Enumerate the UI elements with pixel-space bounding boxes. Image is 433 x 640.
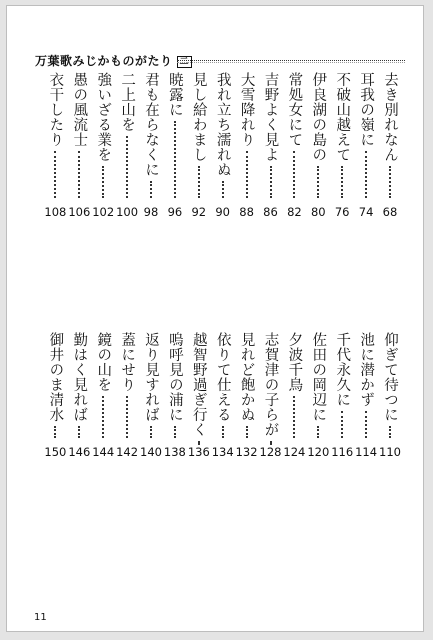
toc-entry-title: 夕波千鳥: [286, 332, 303, 392]
toc-page-number: 86: [263, 205, 278, 219]
toc-entry-title: 依りて仕える: [214, 332, 231, 422]
toc-entry-title: 君も在らなくに: [143, 72, 159, 177]
toc-page-number: 96: [167, 205, 183, 219]
leader-dots: [102, 396, 104, 438]
toc-entry-title: 吉野よく見よ: [262, 72, 279, 162]
header-rule: [177, 60, 405, 61]
leader-dots: [150, 181, 152, 198]
toc-page-number: 144: [92, 445, 115, 459]
leader-dots: [341, 166, 343, 198]
leader-dots: [317, 166, 319, 198]
toc-entry-title: 鏡の山を: [95, 332, 112, 392]
toc-page-number: 88: [239, 205, 254, 219]
leader-dots: [174, 121, 176, 198]
toc-page-number: 106: [68, 205, 91, 219]
toc-entry-title: 勤はく見れば: [71, 332, 88, 422]
toc-entry-title: 志賀津の子らが: [262, 332, 279, 437]
toc-entry-title: 強いざる業を: [95, 72, 112, 162]
toc-entry-title: 常処女にて: [286, 72, 303, 147]
leader-dots: [365, 151, 367, 198]
toc-page-number: 80: [310, 205, 326, 219]
toc-page-number: 100: [116, 205, 139, 219]
leader-dots: [150, 426, 152, 438]
toc-page-number: 124: [283, 445, 306, 459]
toc-entry-title: 衣干したり: [47, 72, 64, 147]
leader-dots: [174, 426, 176, 438]
toc-page-number: 140: [140, 445, 162, 459]
page-number: 11: [34, 612, 47, 623]
toc-entry-title: 二上山を: [119, 72, 136, 132]
leader-dots: [222, 181, 224, 198]
leader-dots: [54, 151, 56, 198]
book-page: [6, 5, 424, 632]
toc-page-number: 136: [187, 445, 210, 459]
toc-page-number: 98: [143, 205, 159, 219]
toc-entry-title: 仰ぎて待つに: [382, 332, 398, 422]
leader-dots: [389, 166, 391, 198]
leader-dots: [102, 166, 104, 198]
leader-dots: [293, 151, 295, 198]
leader-dots: [222, 426, 224, 438]
toc-page-number: 74: [358, 205, 374, 219]
toc-entry-title: 愚の風流士: [71, 72, 88, 147]
toc-page-number: 128: [259, 445, 282, 459]
toc-page-number: 142: [116, 445, 139, 459]
toc-page-number: 146: [68, 445, 91, 459]
leader-dots: [54, 426, 56, 438]
leader-dots: [126, 136, 128, 198]
toc-page-number: 116: [331, 445, 354, 459]
toc-entry-title: 池に潜かず: [358, 332, 375, 407]
toc-entry-title: 越智野過ぎ行く: [190, 332, 207, 437]
toc-page-number: 92: [191, 205, 207, 219]
toc-entry-title: 返り見すれば: [143, 332, 159, 422]
toc-entry-title: 伊良湖の島の: [310, 72, 327, 162]
header-rule-secondary: [177, 62, 405, 63]
toc-page-number: 132: [235, 445, 258, 459]
toc-page-number: 76: [334, 205, 350, 219]
toc-entry-title: 御井のま清水: [47, 332, 64, 422]
toc-entry-title: 千代永久に: [334, 332, 351, 407]
leader-dots: [78, 426, 80, 438]
toc-page-number: 90: [215, 205, 230, 219]
toc-page-number: 150: [44, 445, 67, 459]
leader-dots: [78, 151, 80, 198]
leader-dots: [341, 411, 343, 438]
toc-entry-title: 暁露に: [166, 72, 183, 117]
leader-dots: [365, 411, 367, 438]
leader-dots: [126, 396, 128, 438]
toc-entry-title: 佐田の岡辺に: [310, 332, 327, 422]
toc-entry-title: 蓋にせり: [119, 332, 136, 392]
toc-entry-title: 大雪降れり: [238, 72, 255, 147]
toc-entry-title: 見し給わまし: [190, 72, 207, 162]
toc-entry-title: 見れど飽かぬ: [238, 332, 255, 422]
leader-dots: [246, 426, 248, 438]
toc-entry-title: 不破山越えて: [334, 72, 351, 162]
toc-page-number: 110: [379, 445, 401, 459]
toc-page-number: 114: [355, 445, 378, 459]
toc-page-number: 82: [287, 205, 302, 219]
toc-entry-title: 耳我の嶺に: [358, 72, 375, 147]
toc-entry-title: 去き別れなん: [382, 72, 398, 162]
leader-dots: [246, 151, 248, 198]
toc-entry-title: 嗚呼見の浦に: [166, 332, 183, 422]
toc-page-number: 138: [163, 445, 186, 459]
toc-page-number: 102: [92, 205, 115, 219]
leader-dots: [198, 166, 200, 198]
volume-badge: 二: [177, 56, 193, 68]
leader-dots: [317, 426, 319, 438]
leader-dots: [270, 166, 272, 198]
toc-page-number: 68: [382, 205, 398, 219]
leader-dots: [389, 426, 391, 438]
book-title: [35, 52, 192, 69]
toc-entry-title: 我れ立ち濡れぬ: [214, 72, 231, 177]
book-title-text: 万葉歌みじかものがたり: [35, 54, 173, 68]
toc-page-number: 108: [44, 205, 67, 219]
leader-dots: [293, 396, 295, 438]
toc-page-number: 120: [307, 445, 330, 459]
toc-page-number: 134: [211, 445, 234, 459]
